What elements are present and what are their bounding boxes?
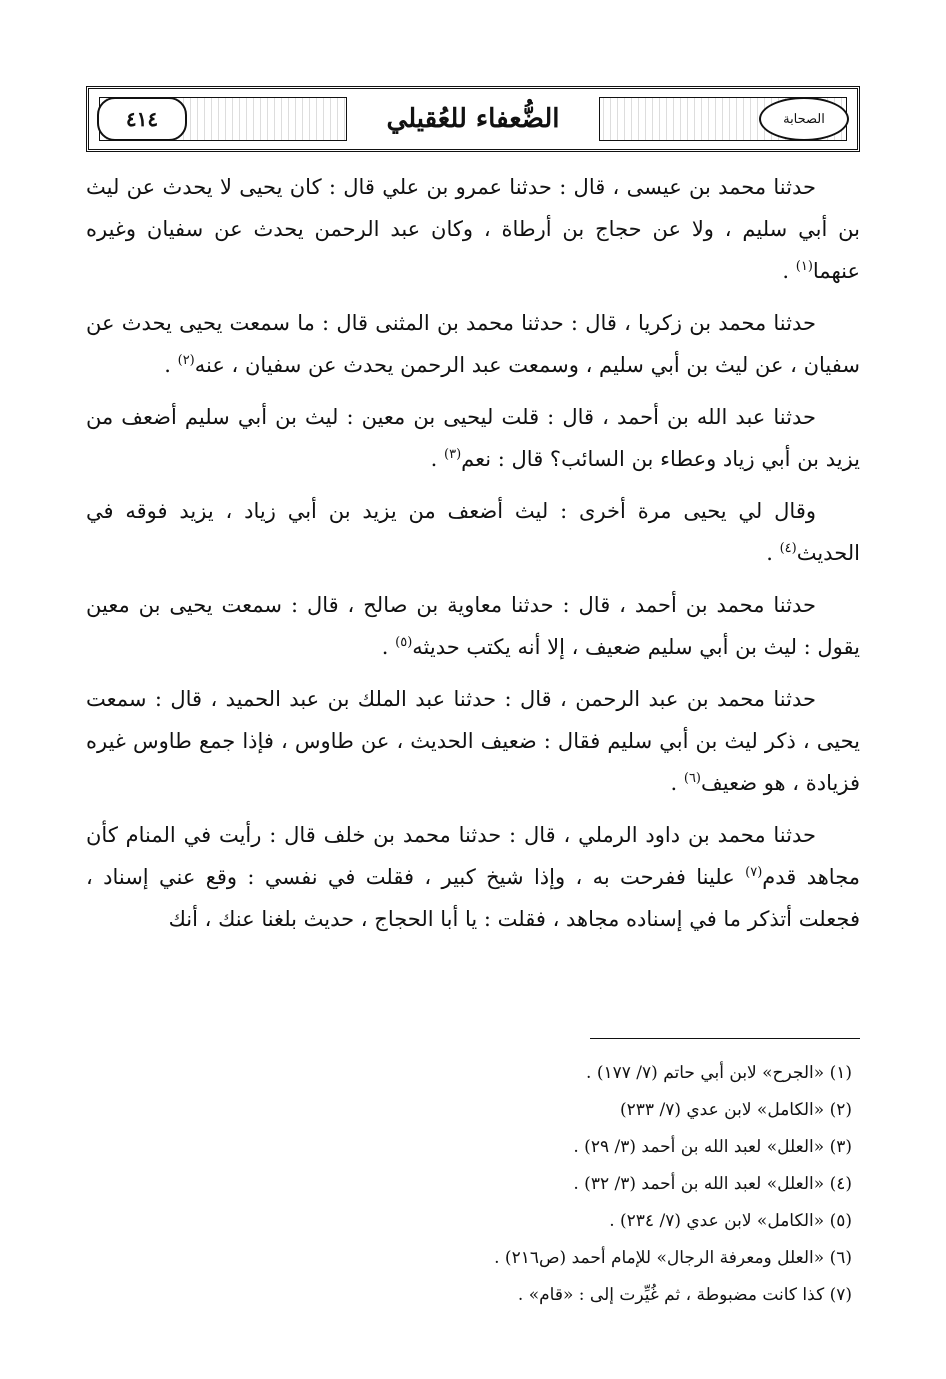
- footnote-5: (٥) «الكامل» لابن عدي (٧/ ٢٣٤) .: [609, 1211, 852, 1231]
- page-number: ٤١٤: [97, 97, 187, 141]
- paragraph-6: حدثنا محمد بن عبد الرحمن ، قال : حدثنا عبد الملك بن عبد الحميد ، قال : سمعت يحيى ، ذكر ليث بن أبي سليم فقال : ضعيف الحديث ، عن طاوس ، فإذا جمع طاوس غيره فزيادة ، هو ضعيف$^{(٦)}$ .: [86, 687, 860, 795]
- paragraph-1: حدثنا محمد بن عيسى ، قال : حدثنا عمرو بن علي قال : كان يحيى لا يحدث عن ليث بن أبي سليم ، ولا عن حجاج بن أرطاة ، وكان عبد الرحمن يحدث عن سفيان وغيره عنهما$^{(١)}$ .: [86, 175, 860, 283]
- footnote-ref-4: (٤): [779, 541, 797, 556]
- footnote-ref-6: (٦): [683, 771, 701, 786]
- footnote-2: (٢) «الكامل» لابن عدي (٧/ ٢٣٣): [620, 1100, 852, 1120]
- footnote-1: (١) «الجرح» لابن أبي حاتم (٧/ ١٧٧) .: [586, 1063, 852, 1083]
- footnote-7: (٧) كذا كانت مضبوطة ، ثم غُيِّرت إلى : «قام» .: [517, 1285, 852, 1305]
- paragraph-5: حدثنا محمد بن أحمد ، قال : حدثنا معاوية بن صالح ، قال : سمعت يحيى بن معين يقول : ليث بن أبي سليم ضعيف ، إلا أنه يكتب حديثه$^{(٥)}$ .: [86, 593, 860, 659]
- footnote-3: (٣) «العلل» لعبد الله بن أحمد (٣/ ٢٩) .: [573, 1137, 852, 1157]
- footnote-ref-5: (٥): [395, 635, 413, 650]
- book-title: الضُّعفاء للعُقيلي: [346, 97, 601, 141]
- footnote-ref-2: (٢): [177, 353, 195, 368]
- main-text: [86, 166, 860, 950]
- footnote-ref-3: (٣): [444, 447, 462, 462]
- paragraph-2: حدثنا محمد بن زكريا ، قال : حدثنا محمد بن المثنى قال : ما سمعت يحيى يحدث عن سفيان ، عن ليث بن أبي سليم ، وسمعت عبد الرحمن يحدث عن سفيان ، عنه$^{(٢)}$ .: [86, 311, 860, 377]
- footnote-separator: [590, 1038, 860, 1039]
- footnote-ref-7: (٧): [745, 865, 763, 880]
- paragraph-3: حدثنا عبد الله بن أحمد ، قال : قلت ليحيى بن معين : ليث بن أبي سليم أضعف من يزيد بن أبي زياد وعطاء بن السائب؟ قال : نعم$^{(٣)}$ .: [86, 405, 860, 471]
- page-header: [86, 86, 860, 152]
- footnote-ref-1: (١): [795, 259, 813, 274]
- footnotes: [86, 1055, 860, 1314]
- paragraph-4: وقال لي يحيى مرة أخرى : ليث أضعف من يزيد بن أبي زياد ، يزيد فوقه في الحديث$^{(٤)}$ .: [86, 499, 860, 565]
- paragraph-7: حدثنا محمد بن داود الرملي ، قال : حدثنا محمد بن خلف قال : رأيت في المنام كأن مجاهد قدم$^{(٧)}$ علينا ففرحت به ، وإذا شيخ كبير ، فقلت في نفسي : وقع عني إسناد ، فجعلت أتذكر ما في إسناده مجاهد ، فقلت : يا أبا الحجاج ، حديث بلغنا عنك ، أنك: [86, 823, 860, 931]
- publisher-logo: الصحابة: [759, 97, 849, 141]
- footnote-6: (٦) «العلل ومعرفة الرجال» للإمام أحمد (ص٢١٦) .: [494, 1248, 852, 1268]
- footnote-4: (٤) «العلل» لعبد الله بن أحمد (٣/ ٣٢) .: [573, 1174, 852, 1194]
